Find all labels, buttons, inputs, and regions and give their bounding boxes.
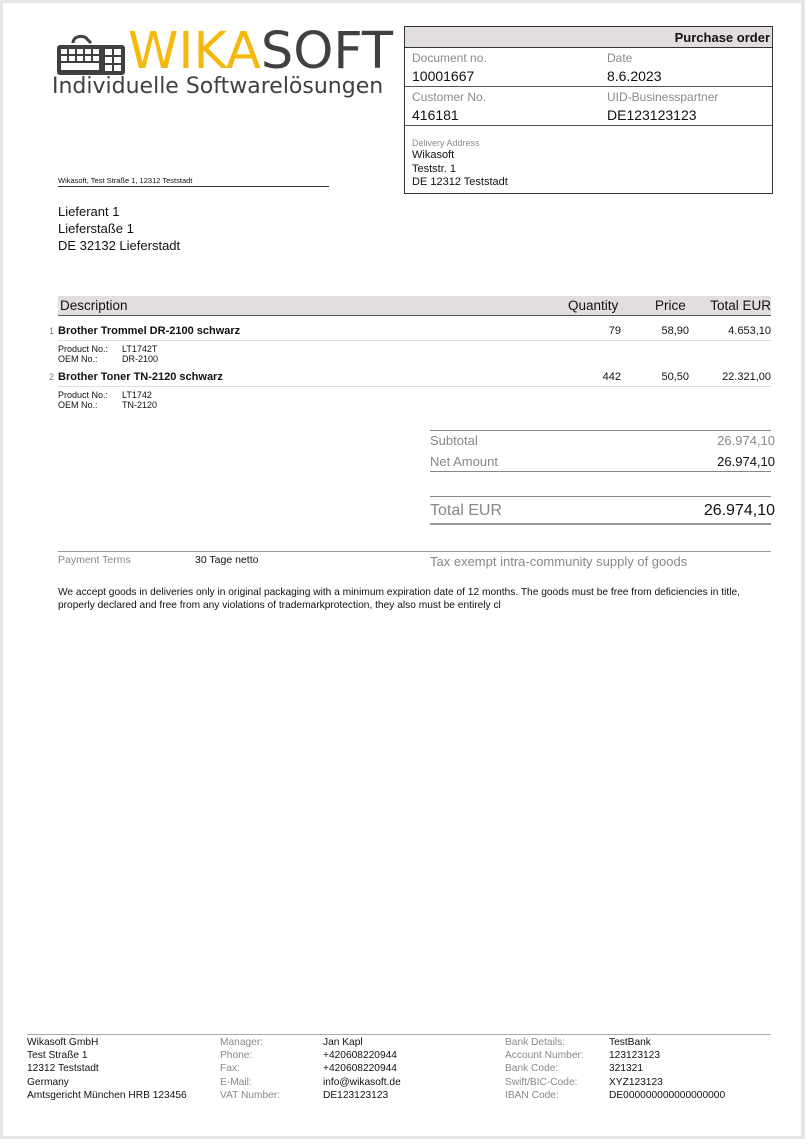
column-total: Total EUR bbox=[710, 298, 771, 313]
footer-contact-labels bbox=[220, 1036, 280, 1102]
item-meta-labels bbox=[58, 344, 108, 364]
oem-no-value: TN-2120 bbox=[122, 400, 158, 410]
product-no-value: LT1742 bbox=[122, 390, 152, 400]
footer-company-line: Test Straße 1 bbox=[27, 1050, 88, 1062]
customer-no-value: 416181 bbox=[412, 107, 459, 123]
footer-company bbox=[27, 1036, 187, 1102]
delivery-line: Wikasoft bbox=[412, 149, 455, 161]
uid-value: DE123123123 bbox=[607, 107, 697, 123]
document-no-value: 10001667 bbox=[412, 68, 475, 84]
footer-value: 123123123 bbox=[609, 1050, 660, 1062]
total-value: 26.974,10 bbox=[703, 502, 775, 519]
footer-label: Phone: bbox=[220, 1050, 253, 1062]
footer-label: VAT Number: bbox=[220, 1089, 281, 1101]
delivery-line: DE 12312 Teststadt bbox=[412, 176, 508, 188]
document-title: Purchase order bbox=[674, 30, 770, 45]
oem-no-label: OEM No.: bbox=[58, 354, 98, 364]
footer-company-line: Wikasoft GmbH bbox=[27, 1037, 99, 1048]
row-number: 2 bbox=[49, 372, 55, 382]
oem-no-label: OEM No.: bbox=[58, 400, 98, 410]
footer-value: +420608220944 bbox=[323, 1050, 397, 1062]
oem-no-value: DR-2100 bbox=[122, 354, 159, 364]
divider bbox=[405, 86, 772, 87]
net-amount-value: 26.974,10 bbox=[717, 454, 775, 469]
delivery-line: Teststr. 1 bbox=[412, 162, 457, 175]
product-no-label: Product No.: bbox=[58, 344, 109, 354]
footer-value: XYZ123123 bbox=[609, 1076, 663, 1088]
row-divider bbox=[58, 386, 771, 387]
footer-label: IBAN Code: bbox=[505, 1089, 559, 1101]
footer-label: Manager: bbox=[220, 1037, 264, 1048]
net-amount-label: Net Amount bbox=[430, 454, 498, 469]
recipient-address bbox=[58, 203, 180, 254]
date-label: Date bbox=[607, 51, 633, 65]
footer-value: TestBank bbox=[609, 1037, 651, 1048]
item-meta-values bbox=[122, 344, 158, 364]
product-no-label: Product No.: bbox=[58, 390, 109, 400]
item-quantity: 442 bbox=[602, 371, 621, 383]
delivery-address-label: Delivery Address bbox=[412, 138, 480, 148]
document-no-label: Document no. bbox=[412, 51, 487, 65]
row-number: 1 bbox=[49, 326, 55, 336]
tax-note: Tax exempt intra-community supply of goods bbox=[430, 554, 688, 569]
footer-contact-values bbox=[323, 1036, 401, 1102]
footer-bank-values bbox=[609, 1036, 725, 1102]
row-divider bbox=[58, 340, 771, 341]
item-quantity: 79 bbox=[608, 325, 621, 337]
item-meta-labels bbox=[58, 390, 108, 410]
footer-label: Swift/BIC-Code: bbox=[505, 1076, 578, 1088]
divider bbox=[405, 125, 772, 126]
item-meta-values bbox=[122, 390, 157, 410]
payment-terms-value: 30 Tage netto bbox=[195, 554, 259, 566]
order-header-box bbox=[404, 26, 773, 194]
items-table-header bbox=[58, 296, 771, 316]
delivery-conditions-text: We accept goods in deliveries only in original packaging with a minimum expiration date of 12 months. The goods must be free from deficiencies in title, properly declared and free from any violations of trademarkprotection, they also must be entirely cl bbox=[58, 587, 740, 611]
item-title: Brother Toner TN-2120 schwarz bbox=[58, 371, 223, 383]
customer-no-label: Customer No. bbox=[412, 90, 487, 104]
column-quantity: Quantity bbox=[568, 298, 619, 313]
column-description: Description bbox=[60, 298, 128, 313]
footer-value: Jan Kapl bbox=[323, 1037, 363, 1048]
payment-terms-label: Payment Terms bbox=[58, 554, 131, 566]
totals-divider bbox=[430, 430, 771, 431]
keyboard-icon bbox=[55, 33, 127, 77]
totals-divider bbox=[430, 496, 771, 497]
terms-divider bbox=[58, 551, 771, 552]
recipient-line: Lieferstaße 1 bbox=[58, 221, 134, 236]
logo-name-part2: SOFT bbox=[260, 22, 394, 81]
sender-address-line: Wikasoft, Test Straße 1, 12312 Teststadt bbox=[58, 176, 329, 187]
totals-divider bbox=[430, 523, 771, 525]
item-title: Brother Trommel DR-2100 schwarz bbox=[58, 325, 241, 337]
order-title-bar bbox=[405, 27, 772, 48]
item-price: 58,90 bbox=[661, 325, 689, 337]
footer-label: Bank Details: bbox=[505, 1037, 566, 1048]
subtotal-label: Subtotal bbox=[430, 433, 478, 448]
subtotal-value: 26.974,10 bbox=[717, 433, 775, 448]
footer-value: +420608220944 bbox=[323, 1063, 397, 1075]
date-value: 8.6.2023 bbox=[607, 68, 662, 84]
footer-label: Account Number: bbox=[505, 1050, 584, 1062]
company-logo bbox=[128, 22, 393, 82]
item-price: 50,50 bbox=[661, 371, 689, 383]
total-label: Total EUR bbox=[430, 502, 503, 519]
footer-company-line: 12312 Teststadt bbox=[27, 1063, 99, 1075]
uid-label: UID-Businesspartner bbox=[607, 90, 719, 104]
footer-value: info@wikasoft.de bbox=[323, 1076, 401, 1088]
item-total: 22.321,00 bbox=[722, 371, 771, 383]
recipient-line: Lieferant 1 bbox=[58, 204, 120, 219]
footer-divider bbox=[27, 1034, 771, 1035]
footer-company-line: Amtsgericht München HRB 123456 bbox=[27, 1089, 187, 1101]
logo-tagline: Individuelle Softwarelösungen bbox=[52, 74, 384, 99]
footer-label: Fax: bbox=[220, 1063, 240, 1075]
delivery-address bbox=[412, 149, 508, 190]
totals-divider bbox=[430, 471, 771, 472]
product-no-value: LT1742T bbox=[122, 344, 158, 354]
recipient-line: DE 32132 Lieferstadt bbox=[58, 238, 181, 253]
logo-name-part1: WIKA bbox=[128, 22, 261, 81]
footer-company-line: Germany bbox=[27, 1076, 69, 1088]
footer-label: Bank Code: bbox=[505, 1063, 559, 1075]
column-price: Price bbox=[655, 298, 686, 313]
footer-value: DE123123123 bbox=[323, 1089, 389, 1101]
footer-value: DE000000000000000000 bbox=[609, 1089, 726, 1101]
item-total: 4.653,10 bbox=[728, 325, 771, 337]
footer-label: E-Mail: bbox=[220, 1076, 252, 1088]
footer-bank-labels bbox=[505, 1036, 584, 1102]
footer-value: 321321 bbox=[609, 1063, 643, 1075]
